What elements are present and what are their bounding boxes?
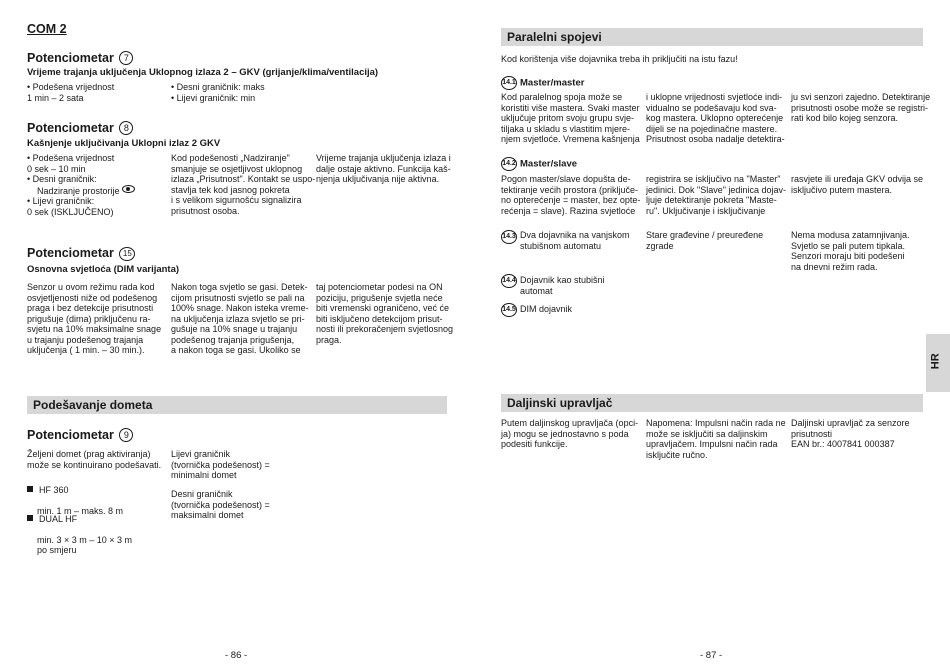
pot9-dualhf-range: min. 3 × 3 m – 10 × 3 m po smjeru	[37, 534, 133, 555]
language-tab	[926, 334, 950, 392]
master-master-col1: Kod paralelnog spoja može se koristiti više mastera. Svaki master uključuje pritom svoju grupu svje- tiljaka u skladu s vlastitim mjere- njem svjetloće. Vremena kašnjenja	[501, 92, 640, 144]
eye-icon	[122, 185, 135, 193]
remote-col2: Napomena: Impulsni način rada ne može se isključiti sa daljinskim upravljačem. Impulsni način rada isključite ručno.	[646, 418, 786, 460]
section-heading-com2: COM 2	[27, 22, 67, 36]
pot8-room-monitoring	[27, 185, 135, 197]
section-14-3-text: Dva dojavnika na vanjskom stubišnom automatu	[520, 230, 630, 251]
remote-col3: Daljinski upravljač za senzore prisutnosti EAN br.: 4007841 000387	[791, 418, 910, 449]
bullet-square-icon	[27, 486, 33, 492]
section-14-1-badge: 14.1	[501, 76, 517, 90]
master-slave-col3: rasvjete ili uređaja GKV odvija se isključivo putem mastera.	[791, 174, 924, 195]
section-14-3-col3: Nema modusa zatamnjivanja. Svjetlo se pali putem tipkala. Senzori moraju biti podešeni na dnevni režim rada.	[791, 230, 910, 272]
page-number-right: - 87 -	[700, 650, 723, 661]
pot9-hf360-range: min. 1 m – maks. 8 m	[37, 505, 124, 516]
pot8-setting-values: • Podešena vrijednost 0 sek – 10 min • Desni graničnik:	[27, 153, 115, 184]
master-slave-heading	[501, 157, 577, 171]
pot15-heading	[27, 247, 135, 261]
section-14-3-col2: Stare građevine / preuređene zgrade	[646, 230, 764, 251]
pot7-subtitle: Vrijeme trajanja uključenja Uklopnog izlaza 2 – GKV (grijanje/klima/ventilacija)	[27, 67, 379, 78]
section-14-5-badge: 14.5	[501, 303, 517, 317]
pot15-title: Potenciometar	[27, 246, 114, 260]
section-14-5-text: DIM dojavnik	[520, 304, 573, 314]
pot9-number-badge: 9	[119, 428, 133, 442]
pot7-title: Potenciometar	[27, 51, 114, 65]
range-section-bar: Podešavanje dometa	[27, 396, 447, 414]
section-14-4-badge: 14.4	[501, 274, 517, 288]
pot9-left-limit-note: Lijevi graničnik (tvornička podešenost) = minimalni domet	[171, 449, 270, 480]
language-tab-label: HR	[929, 353, 942, 370]
bullet-square-icon	[27, 515, 33, 521]
master-master-title: Master/master	[520, 77, 585, 89]
pot9-title: Potenciometar	[27, 428, 114, 442]
pot15-subtitle: Osnovna svjetloća (DIM varijanta)	[27, 264, 180, 275]
section-14-4-text: Dojavnik kao stubišni automat	[520, 275, 605, 296]
section-14-2-badge: 14.2	[501, 157, 517, 171]
remote-section-bar: Daljinski upravljač	[501, 394, 923, 412]
pot7-setting-list: • Podešena vrijednost 1 min – 2 sata	[27, 82, 115, 103]
pot8-title: Potenciometar	[27, 121, 114, 135]
pot8-heading	[27, 121, 133, 135]
pot15-text-col1: Senzor u ovom režimu rada kod osvjetljenosti niže od podešenog praga i bez detekcije prisutnosti prigušuje (dima) priključenu ra- svjetu na 10% maksimalne snage u trajanju podešenog trajanja uključenja ( 1 min. – 30 min.).	[27, 282, 162, 355]
pot8-setting-list	[27, 153, 135, 217]
master-slave-col1: Pogon master/slave dopušta de- tektiranje većih prostora (priključe- no opterećenje = master, bez opte- rećenja = slave). Razina svjetloće	[501, 174, 641, 216]
pot8-subtitle: Kašnjenje uključivanja Uklopni izlaz 2 GKV	[27, 138, 221, 149]
pot8-monitoring-note: Kod podešenosti „Nadziranje" smanjuje se osjetljivost uklopnog izlaza „Prisutnost". Kontakt se uspo- stavlja tek kod jasnog pokreta i s velikom sigurnošću signalizira prisutnost osoba.	[171, 153, 316, 216]
pot9-dualhf-name: DUAL HF	[39, 513, 78, 524]
pot8-left-limit: • Lijevi graničnik: 0 sek (ISKLJUČENO)	[27, 196, 114, 217]
pot9-intro: Željeni domet (prag aktiviranja) može se kontinuirano podešavati.	[27, 449, 162, 470]
master-slave-col2: registrira se isključivo na "Master" jedinici. Dok "Slave" jedinica dojav- ljuje detektiranje pokreta "Maste- ru". Uključivanje i isključivanje	[646, 174, 786, 216]
remote-col1: Putem daljinskog upravljača (opci- ja) mogu se jednostavno s poda podesiti funkcije.	[501, 418, 639, 449]
pot7-heading	[27, 51, 133, 65]
pot8-duration-note: Vrijeme trajanja uključenja izlaza i dalje ostaje aktivno. Funkcija kaš- njenja uključivanja nije aktivna.	[316, 153, 451, 184]
pot7-number-badge: 7	[119, 51, 133, 65]
pot9-dualhf-item	[27, 503, 132, 566]
pot8-room-monitoring-label: Nadziranje prostorije	[27, 185, 120, 196]
parallel-section-bar: Paralelni spojevi	[501, 28, 923, 46]
pot15-number-badge: 15	[119, 247, 135, 261]
master-slave-title: Master/slave	[520, 158, 578, 170]
page-number-left: - 86 -	[225, 650, 248, 661]
pot9-heading	[27, 428, 133, 442]
pot9-right-limit-note: Desni graničnik (tvornička podešenost) = maksimalni domet	[171, 489, 270, 520]
pot8-number-badge: 8	[119, 121, 133, 135]
pot9-hf360-name: HF 360	[39, 484, 69, 495]
master-master-col3: ju svi senzori zajedno. Detektiranje prisutnosti osobe može se registri- rati kod bilo kojeg senzora.	[791, 92, 931, 123]
pot7-limits-list: • Desni graničnik: maks • Lijevi graničnik: min	[171, 82, 265, 103]
master-master-col2: i uklopne vrijednosti svjetloće indi- vidualno se podešavaju kod sva- kog mastera. Uklopno opterećenje dijeli se na pojedinačne mastere. Prisutnost osoba nadalje detektira-	[646, 92, 785, 144]
pot15-text-col2: Nakon toga svjetlo se gasi. Detek- cijom prisutnosti svjetlo se pali na 100% snage. Nakon isteka vreme- na uključenja izlaza svjetlo se pri- gušuje na 10% snage u trajanju podešenog trajanja prigušenja, a nakon toga se gasi. Ukoliko se	[171, 282, 309, 355]
pot15-text-col3: taj potenciometar podesi na ON poziciju, prigušenje svjetla neće biti vremenski ograničeno, već će biti isključeno detekcijom prisut- nosti ili prekoračenjem svjetlosnog praga.	[316, 282, 454, 345]
parallel-intro: Kod korištenja više dojavnika treba ih priključiti na istu fazu!	[501, 54, 738, 64]
master-master-heading	[501, 76, 584, 90]
section-14-3-badge: 14.3	[501, 230, 517, 244]
